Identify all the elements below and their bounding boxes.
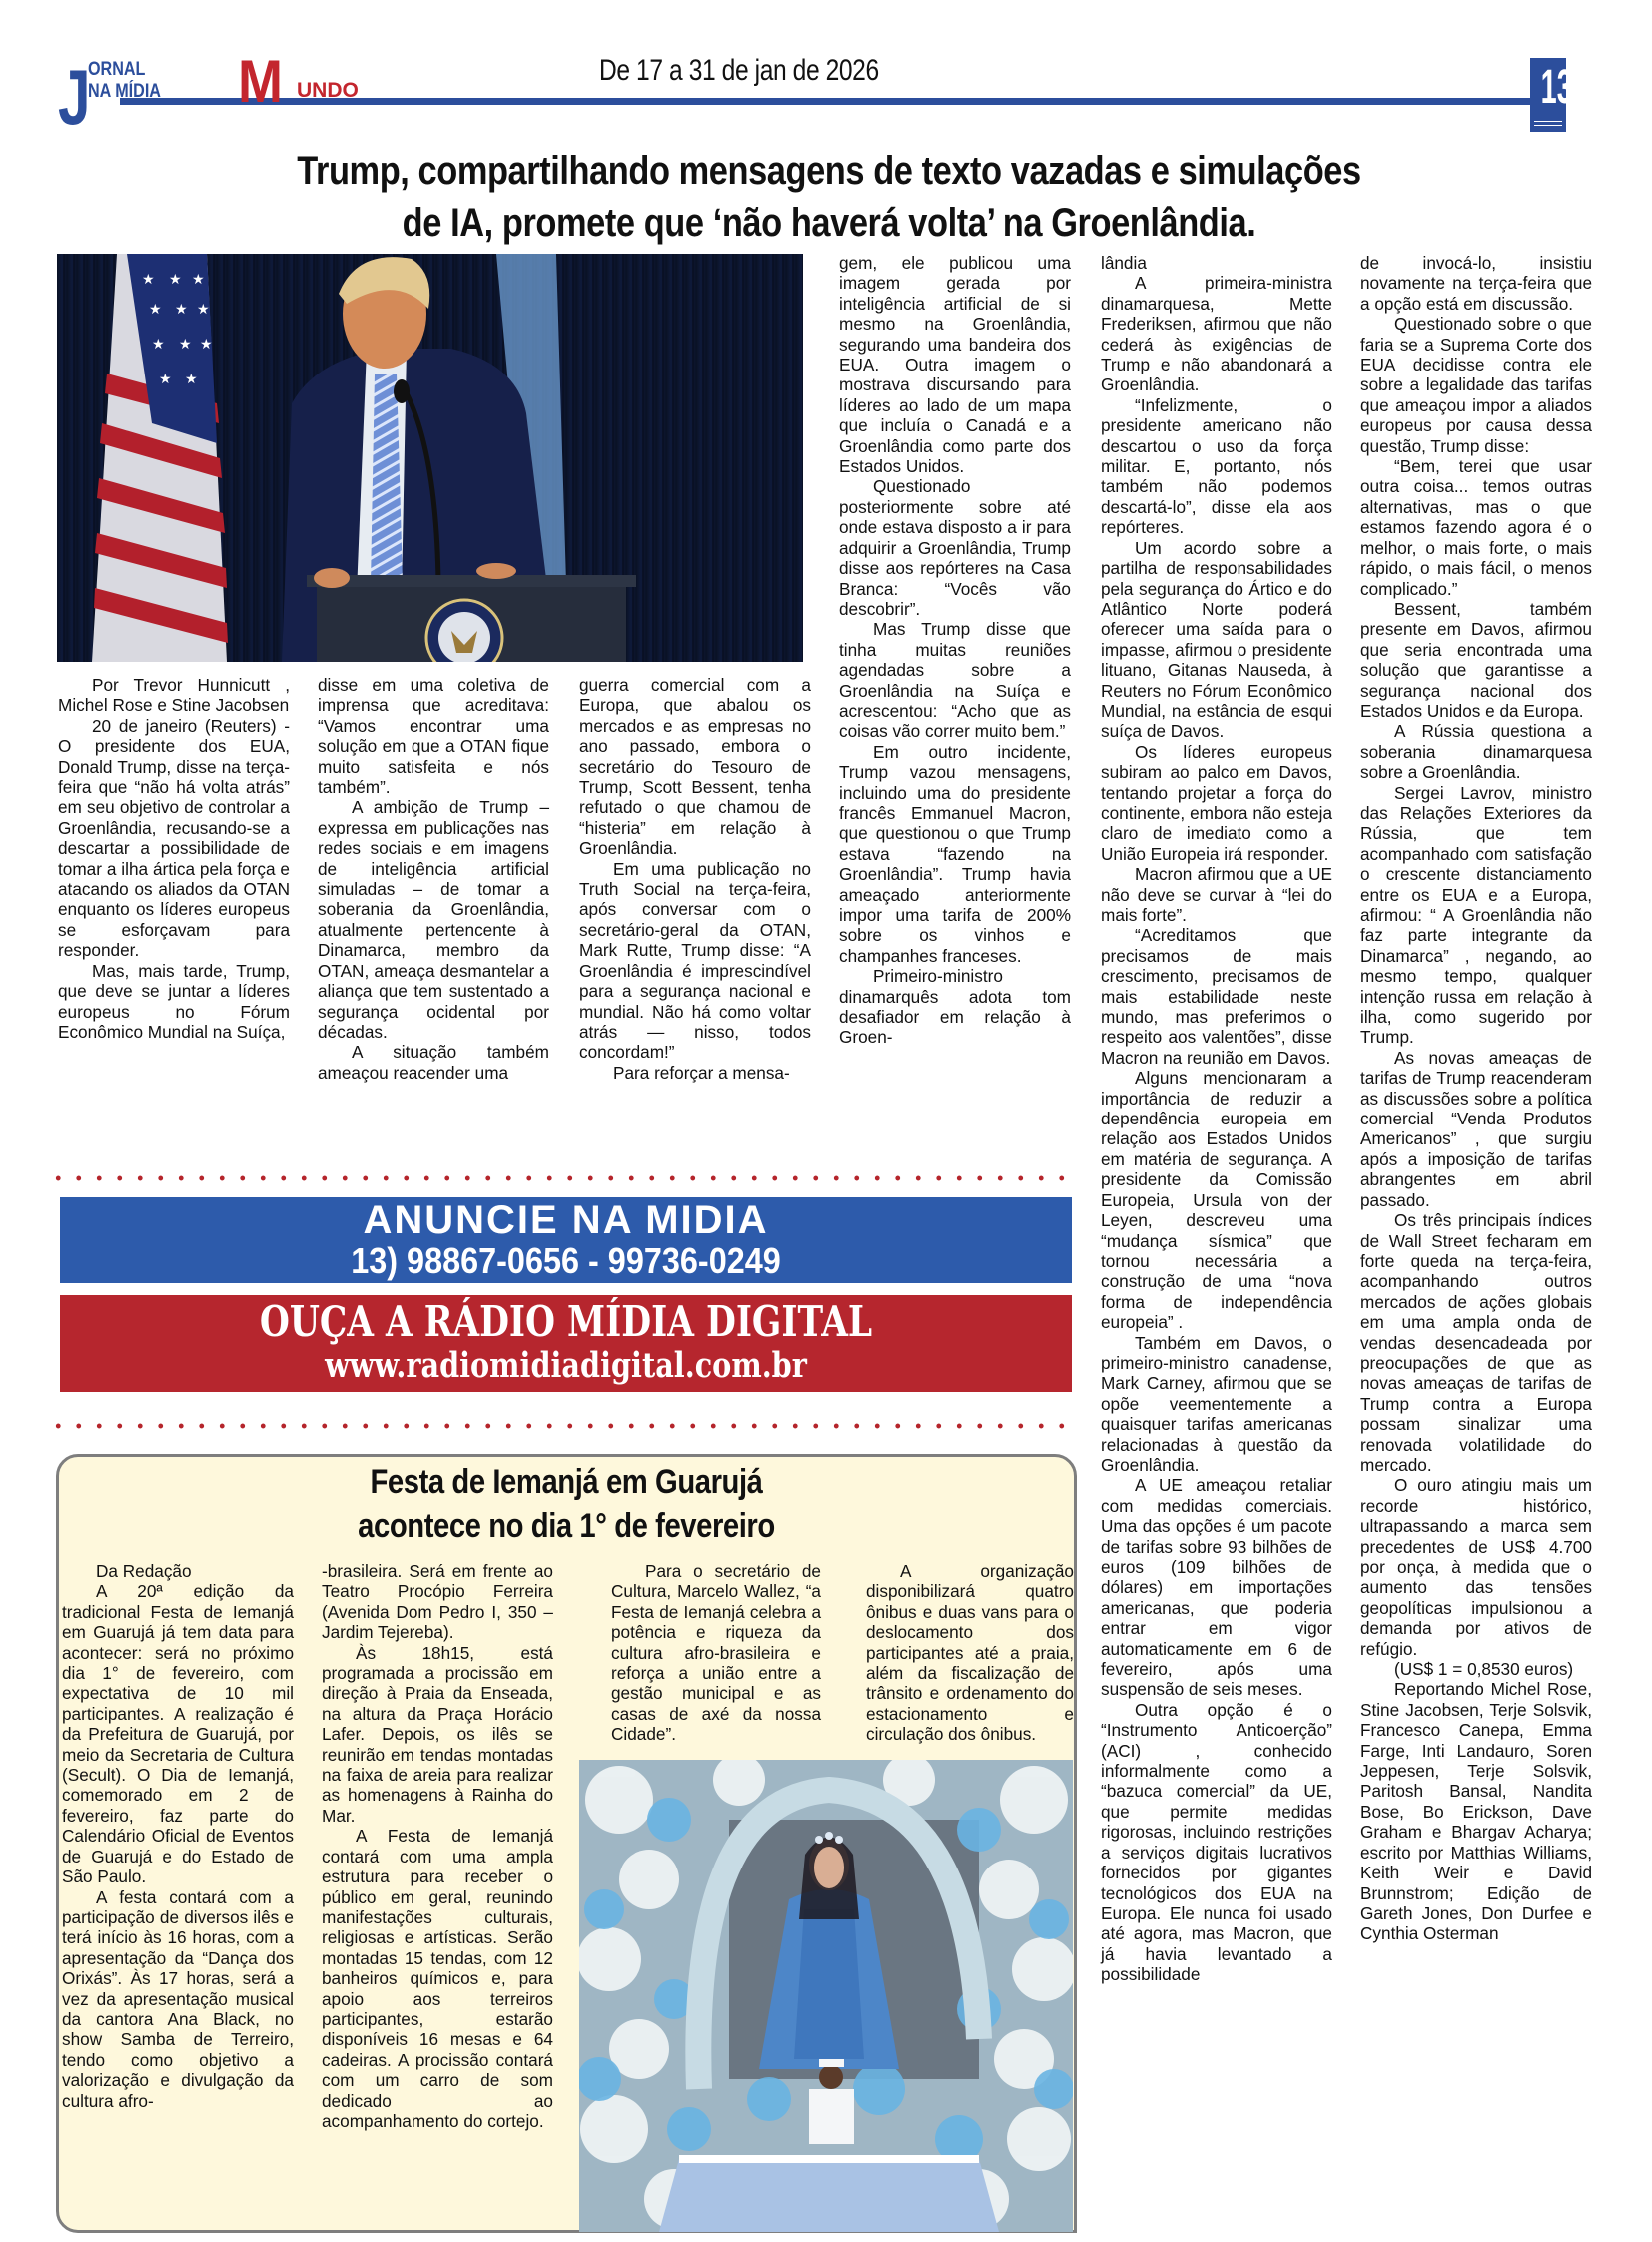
- article-paragraph: lândia: [1101, 253, 1147, 273]
- reporting-credits: Reportando Michel Rose, Stine Jacobsen, Terje Solsvik, Francesco Canepa, Emma Farge, Inti Landauro, Soren Jeppesen, Terje Solsvik, Paritosh Bansal, Nandita Bose, Bo Erickson, Dave Graham e Bhargav Acharya; escrito por Matthias Williams, Keith Weir e David Brunnstrom; Edição de Gareth Jones, Don Durfee e Cynthia Osterman: [1360, 1679, 1592, 1944]
- article-paragraph: A ambição de Trump – expressa em publicações nas redes sociais e em imagens de inteligência artificial simuladas – de tomar a soberania da Groenlândia, atualmente pertencente à Dinamarca, membro da OTAN, ameaça desmantelar a aliança que tem sustentado a segurança ocidental por décadas.: [318, 797, 549, 1042]
- iemanja-paragraph: A Festa de Iemanjá contará com uma ampla estrutura para receber o público em geral, reunindo manifestações culturais, religiosas e artísticas. Serão montadas 15 tendas, com 12 banheiros químicos e, para apoio aos terreiros participantes, estarão disponíveis 16 mesas e 64 cadeiras. A procissão contará com um carro de som dedicado ao acompanhamento do cortejo.: [322, 1826, 553, 2131]
- iemanja-headline-line-1: Festa de Iemanjá em Guarujá: [370, 1463, 763, 1501]
- section-undo-text: UNDO: [297, 79, 359, 102]
- article-paragraph: A situação também ameaçou reacender uma: [318, 1042, 549, 1083]
- edition-date: De 17 a 31 de jan de 2026: [599, 54, 879, 87]
- subheading-paragraph: A Rússia questiona a soberania dinamarquesa sobre a Groenlândia.: [1360, 721, 1592, 783]
- svg-text:★: ★: [169, 272, 182, 288]
- article-column-4: [839, 253, 1071, 1048]
- iemanja-column-3: [611, 1561, 821, 1745]
- page-number-underline: [1534, 121, 1562, 126]
- article-paragraph: Para reforçar a mensa-: [613, 1062, 790, 1083]
- article-column-5: [1101, 253, 1332, 1985]
- svg-text:★: ★: [192, 272, 205, 288]
- article-column-6: [1360, 253, 1592, 1944]
- advertise-banner[interactable]: [60, 1197, 1072, 1283]
- advertise-phones: 13) 98867-0656 - 99736-0249: [351, 1240, 781, 1281]
- article-paragraph: Os três principais índices de Wall Street fecharam em forte queda na terça-feira, acompanhando outros mercados de ações globais em uma ampla onda de vendas desencadeada por preocupações de que as novas ameaças de tarifas de Trump contra a Europa possam sinalizar uma renovada volatilidade do mercado.: [1360, 1210, 1592, 1475]
- article-paragraph: Os líderes europeus subiram ao palco em Davos, tentando projetar a força do continente, embora não esteja claro de imediato como a União Europeia irá responder.: [1101, 741, 1332, 864]
- headline-line-1: Trump, compartilhando mensagens de texto vazadas e simulações: [297, 149, 1361, 193]
- iemanja-byline: Da Redação: [96, 1561, 192, 1581]
- logo-na-midia-text: NA MÍDIA: [88, 81, 161, 102]
- dotted-divider-top: [48, 1174, 1077, 1182]
- iemanja-column-1: [62, 1561, 294, 2111]
- svg-text:★: ★: [175, 302, 188, 318]
- page-number: 13: [1540, 61, 1573, 114]
- svg-text:★: ★: [142, 272, 155, 288]
- article-paragraph: disse em uma coletiva de imprensa que acreditava: “Vamos encontrar uma solução em que a OTAN fique muito satisfeita e nós também”.: [318, 675, 549, 798]
- article-paragraph: Também em Davos, o primeiro-ministro canadense, Mark Carney, afirmou que se opõe veementemente a quaisquer tarifas americanas relacionadas à questão da Groenlândia.: [1101, 1332, 1332, 1475]
- article-paragraph: “Acreditamos que precisamos de mais crescimento, precisamos de mais estabilidade neste mundo, mas preferimos o respeito aos valentões”, disse Macron na reunião em Davos.: [1101, 925, 1332, 1068]
- logo-jornal-text: ORNAL: [88, 59, 146, 80]
- iemanja-headline-line-2: acontece no dia 1° de fevereiro: [358, 1507, 775, 1545]
- svg-text:★: ★: [152, 337, 165, 353]
- iemanja-paragraph: A 20ª edição da tradicional Festa de Iemanjá em Guarujá já tem data para acontecer: será no próximo dia 1° de fevereiro, com expectativa de 10 mil participantes. A realização é da Prefeitura de Guarujá, por meio da Secretaria de Cultura (Secult). O Dia de Iemanjá, comemorado em 2 de fevereiro, faz parte do Calendário Oficial de Eventos de Guarujá e do Estado de São Paulo.: [62, 1581, 294, 1887]
- logo-letter-j: J: [58, 53, 91, 141]
- dotted-divider-bottom: [48, 1422, 1077, 1430]
- article-column-3: [579, 675, 811, 1083]
- svg-text:★: ★: [149, 302, 162, 318]
- iemanja-paragraph: Para o secretário de Cultura, Marcelo Wallez, “a Festa de Iemanjá celebra a potência e riqueza da cultura afro-brasileira e reforça a união entre a gestão municipal e as casas de axé da nossa Cidade”.: [611, 1561, 821, 1745]
- iemanja-paragraph: Às 18h15, está programada a procissão em direção à Praia da Enseada, na altura da Praça Horácio Lafer. Depois, os ilês se reunirão em tendas montadas na faixa de areia para realizar as homenagens à Rainha do Mar.: [322, 1642, 553, 1826]
- article-column-2: [318, 675, 549, 1083]
- article-paragraph: 20 de janeiro (Reuters) - O presidente dos EUA, Donald Trump, disse na terça-feira que “não há volta atrás” em seu objetivo de controlar a Groenlândia, recusando-se a descartar a possibilidade de tomar a ilha ártica pela força e atacando os aliados da OTAN enquanto os líderes europeus se esforçavam para responder.: [58, 715, 290, 961]
- iemanja-headline: [128, 1454, 1006, 1548]
- headline-line-2: de IA, promete que ‘não haverá volta’ na Groenlândia.: [402, 201, 1256, 245]
- article-paragraph: Alguns mencionaram a importância de reduzir a dependência europeia em relação aos Estados Unidos em matéria de segurança. A presidente da Comissão Europeia, Ursula von der Leyen, descreveu uma “mudança sísmica” que tornou necessária a construção de uma “nova forma de independência europeia” .: [1101, 1068, 1332, 1333]
- article-column-1: [58, 675, 290, 1042]
- article-paragraph: “Bem, terei que usar outra coisa... temos outras alternativas, mas o que estamos fazendo agora é o melhor, o mais forte, o mais rápido, o mais fácil, o menos complicado.”: [1360, 456, 1592, 599]
- article-paragraph: Mas Trump disse que tinha muitas reuniões agendadas sobre a Groenlândia na Suíça e acrescentou: “Acho que as coisas vão correr muito bem.”: [839, 619, 1071, 742]
- article-paragraph: Em outro incidente, Trump vazou mensagens, incluindo uma do presidente francês Emmanuel Macron, que questionou o que Trump estava “fazendo na Groenlândia”. Trump havia ameaçado anteriormente impor uma tarifa de 200% sobre os vinhos e champanhes franceses.: [839, 741, 1071, 966]
- article-paragraph: Um acordo sobre a partilha de responsabilidades pela segurança do Ártico e do Atlântico Norte poderá oferecer uma saída para o impasse, afirmou o presidente lituano, Gitanas Nauseda, à Reuters no Fórum Econômico Mundial, na estância de esqui suíça de Davos.: [1101, 537, 1332, 742]
- radio-banner[interactable]: [60, 1295, 1072, 1392]
- svg-text:★: ★: [179, 337, 192, 353]
- article-paragraph: guerra comercial com a Europa, que abalou os mercados e as empresas no ano passado, embora o secretário do Tesouro de Trump, Scott Bessent, tenha refutado o que chamou de “histeria” em relação à Groenlândia.: [579, 675, 811, 859]
- article-paragraph: Em uma publicação no Truth Social na terça-feira, após conversar com o secretário-geral da OTAN, Mark Rutte, Trump disse: “A Groenlândia é imprescindível para a segurança nacional e mundial. Não há como voltar atrás — nisso, todos concordam!”: [579, 858, 811, 1063]
- article-paragraph: Macron afirmou que a UE não deve se curvar à “lei do mais forte”.: [1101, 864, 1332, 925]
- article-paragraph: “Infelizmente, o presidente americano não descartou o uso da força militar. E, portanto, nós também não podemos descartá-lo”, disse ela aos repórteres.: [1101, 394, 1332, 538]
- article-paragraph: A UE ameaçou retaliar com medidas comerciais. Uma das opções é um pacote de tarifas sobre 93 bilhões de euros (109 bilhões de dólares) em importações americanas, que poderia entrar em vigor automaticamente em 6 de fevereiro, após uma suspensão de seis meses.: [1101, 1475, 1332, 1700]
- iemanja-paragraph: A organização disponibilizará quatro ônibus e duas vans para o deslocamento dos participantes até a praia, além da fiscalização de trânsito e ordenamento do estacionamento e circulação dos ônibus.: [866, 1561, 1074, 1745]
- exchange-rate-note: (US$ 1 = 0,8530 euros): [1394, 1659, 1574, 1680]
- iemanja-photo-illustration: [579, 1760, 1073, 2232]
- radio-title: OUÇA A RÁDIO MÍDIA DIGITAL: [259, 1297, 873, 1346]
- article-paragraph: A primeira-ministra dinamarquesa, Mette Frederiksen, afirmou que não cederá às exigências de Trump e não abandonará a Groenlândia.: [1101, 273, 1332, 395]
- svg-text:★: ★: [185, 372, 198, 387]
- subheading-paragraph: Primeiro-ministro dinamarquês adota tom desafiador em relação à Groen-: [839, 966, 1071, 1048]
- article-paragraph: Questionado sobre o que faria se a Suprema Corte dos EUA decidisse contra ele sobre a legalidade das tarifas que ameaçou impor a aliados europeus por causa dessa questão, Trump disse:: [1360, 314, 1592, 456]
- iemanja-statue-photo: [579, 1760, 1073, 2232]
- radio-url-link[interactable]: www.radiomidiadigital.com.br: [325, 1345, 807, 1386]
- svg-text:★: ★: [197, 302, 210, 318]
- trump-press-photo: [57, 254, 803, 662]
- advertise-title: ANUNCIE NA MIDIA: [363, 1198, 769, 1242]
- masthead: [0, 0, 1652, 141]
- trump-photo-illustration: [57, 254, 803, 662]
- section-letter-m: M: [238, 48, 283, 115]
- article-paragraph: Bessent, também presente em Davos, afirmou que seria encontrada uma solução que garantisse a segurança nacional dos Estados Unidos e da Europa.: [1360, 598, 1592, 721]
- svg-text:★: ★: [159, 372, 172, 387]
- article-paragraph: de invocá-lo, insistiu novamente na terça-feira que a opção está em discussão.: [1360, 253, 1592, 314]
- byline: Por Trevor Hunnicutt , Michel Rose e Stine Jacobsen: [58, 675, 290, 716]
- iemanja-paragraph: -brasileira. Será em frente ao Teatro Procópio Ferreira (Avenida Dom Pedro I, 350 – Jardim Tejereba).: [322, 1561, 553, 1643]
- article-headline: [245, 145, 1413, 249]
- article-paragraph: Outra opção é o “Instrumento Anticoerção” (ACI) , conhecido informalmente como a “bazuca comercial” da UE, que permite medidas rigorosas, incluindo restrições a serviços digitais lucrativos fornecidos por gigantes tecnológicos dos EUA na Europa. Ele nunca foi usado até agora, mas Macron, que já havia levantado a possibilidade: [1101, 1699, 1332, 1985]
- article-paragraph: O ouro atingiu mais um recorde histórico, ultrapassando a marca sem precedentes de US$ 4.700 por onça, à medida que o aumento das tensões geopolíticas impulsionou a demanda por ativos de refúgio.: [1360, 1475, 1592, 1659]
- article-paragraph: Mas, mais tarde, Trump, que deve se juntar a líderes europeus no Fórum Econômico Mundial na Suíça,: [58, 960, 290, 1042]
- article-paragraph: gem, ele publicou uma imagem gerada por inteligência artificial de si mesmo na Groenlândia, segurando uma bandeira dos EUA. Outra imagem o mostrava discursando para líderes ao lado de um mapa que incluía o Canadá e a Groenlândia como parte dos Estados Unidos.: [839, 253, 1071, 477]
- article-paragraph: Sergei Lavrov, ministro das Relações Exteriores da Rússia, que tem acompanhado com satisfação o crescente distanciamento entre os EUA e a Europa, afirmou: “ A Groenlândia não faz parte integrante da Dinamarca” , negando, ao mesmo tempo, qualquer intenção russa em relação à ilha, como sugerido por Trump.: [1360, 782, 1592, 1048]
- article-paragraph: As novas ameaças de tarifas de Trump reacenderam as discussões sobre a política comercial “Venda Produtos Americanos” , que surgiu após a imposição de tarifas abrangentes em abril passado.: [1360, 1047, 1592, 1210]
- presidential-seal-icon: [426, 600, 502, 662]
- svg-text:★: ★: [200, 337, 213, 353]
- article-paragraph: Questionado posteriormente sobre até onde estava disposto a ir para adquirir a Groenlândia, Trump disse aos repórteres na Casa Branca: “Vocês vão descobrir”.: [839, 476, 1071, 619]
- iemanja-column-4: [866, 1561, 1074, 1745]
- page-number-badge: [1530, 58, 1573, 132]
- iemanja-paragraph: A festa contará com a participação de diversos ilês e terá início às 16 horas, com a apresentação da “Dança dos Orixás”. Às 17 horas, será a vez da apresentação musical da cantora Ana Black, no show Samba de Terreiro, tendo como objetivo a valorização e divulgação da cultura afro-: [62, 1886, 294, 2111]
- iemanja-column-2: [322, 1561, 553, 2131]
